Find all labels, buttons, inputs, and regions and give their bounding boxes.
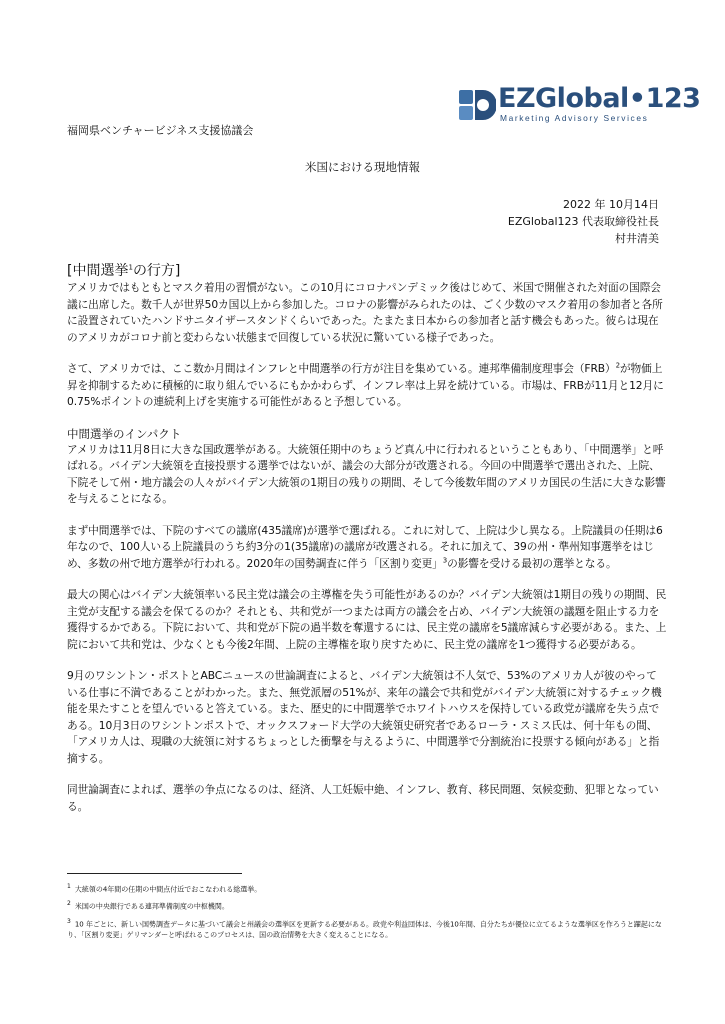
footnote-item: $^3$ 10 年ごとに、新しい国勢調査データに基づいて議会と州議会の選挙区を更新する必要がある。政党や利益団体は、今後10年間、自分たちが優位に立てるような選挙区を作ろうと躍起になり、「区割り変更」ゲリマンダーと呼ばれるこのプロセスは、国の政治情勢を大きく変えることになる。 — [67, 917, 662, 939]
paragraph-election-issues: 同世論調査によれば、選挙の争点になるのは、経済、人工妊娠中絶、インフレ、教育、移民問題、気候変動、犯罪となっている。 — [67, 783, 659, 813]
footnote-item: $^1$ 大統領の4年間の任期の中間点付近でおこなわれる総選挙。 — [67, 883, 262, 894]
document-title: 米国における現地情報 — [305, 160, 420, 174]
section-heading-midterm-outlook: [中間選挙$^1$の行方] — [67, 263, 181, 279]
document-date: 2022 年 10月14日 — [563, 198, 659, 211]
footnote-ref-2: 2 — [615, 361, 620, 370]
paragraph-polling: 9月のワシントン・ポストとABCニュースの世論調査によると、バイデン大統領は不人気で、53%のアメリカ人が彼のやっている仕事に不満であることがわかった。また、無党派層の51%が、来年の議会で共和党がバイデン大統領に対するチェック機能を果たすことを望んでいると答えている。また、歴史的に中間選挙でホワイトハウスを保持している政党が議席を失う点である。10月3日のワシントンポストで、オックスフォード大学の大統領史研究者であるローラ・スミス氏は、何十年もの間、「アメリカ人は、現職の大統領に対するちょっとした衝撃を与えるように、中間選挙で分割統治に投票する傾向がある」と指摘する。 — [67, 669, 662, 765]
paragraph-control-of-congress: 最大の関心はバイデン大統領率いる民主党は議会の主導権を失う可能性があるのか？バイデン大統領は1期目の残りの期間、民主党が支配する議会を保てるのか？それとも、共和党が一つまたは両方の議会を占め、バイデン大統領の議題を阻止する力を獲得するかである。下院において、共和党が下院の過半数を奪還するには、民主党の議席を5議席減らす必要がある。また、上院において共和党は、少なくとも今後2年間、上院の主導権を取り戻すために、民主党の議席を1つ獲得する必要がある。 — [67, 588, 667, 651]
logo-tagline: Marketing Advisory Services — [500, 113, 649, 123]
footnote-item: $^2$ 米国の中央銀行である連邦準備制度の中枢機関。 — [67, 900, 229, 911]
section-heading-midterm-impact: 中間選挙のインパクト — [67, 426, 182, 441]
company-logo — [458, 83, 701, 126]
logo-wordmark: EZGlobal•123 — [498, 83, 701, 114]
author-name: 村井清美 — [615, 232, 659, 245]
paragraph-house-senate-seats: まず中間選挙では、下院のすべての議席(435議席)が選挙で選ばれる。これに対して、上院は少し異なる。上院議員の任期は6年なので、100人いる上院議員のうち約3分の1(35議席)の議席が改選される。それに加えて、39の州・準州知事選挙をはじめ、多数の州で地方選挙が行われる。2020年の国勢調査に伴う「区割り変更」$^3$の影響を受ける最初の選挙となる。 — [67, 523, 663, 570]
document-body — [67, 262, 667, 815]
footnote-ref-1: 1 — [128, 263, 133, 272]
company-title: EZGlobal123 代表取締役社長 — [507, 215, 659, 228]
paragraph-mask-conference: アメリカではもともとマスク着用の習慣がない。この10月にコロナパンデミック後はじめて、米国で開催された対面の国際会議に出席した。数千人が世界50カ国以上から参加した。コロナの影響がみられたのは、ごく少数のマスク着用の参加者と各所に設置されていたハンドサニタイザースタンドくらいであった。たまたま日本からの参加者と話す機会もあった。彼らは現在のアメリカがコロナ前と変わらない状態まで回復している状況に驚いている様子であった。 — [67, 281, 663, 344]
document-meta — [508, 196, 659, 247]
globe-logo-icon — [458, 86, 496, 122]
paragraph-inflation-frb: さて、アメリカでは、ここ数か月間はインフレと中間選挙の行方が注目を集めている。連邦準備制度理事会（FRB）$^2$が物価上昇を抑制するために積極的に取り組んでいるにもかかわらず、インフレ率は上昇を続けている。市場は、FRBが11月と12月に0.75%ポイントの連続利上げを実施する可能性があると予想している。 — [67, 361, 664, 408]
footnote-divider — [67, 873, 242, 874]
paragraph-election-overview: アメリカは11月8日に大きな国政選挙がある。大統領任期中のちょうど真ん中に行われるということもあり、「中間選挙」と呼ばれる。バイデン大統領を直接投票する選挙ではないが、議会の大部分が改選される。今回の中間選挙で選出された、上院、下院そして州・地方議会の人々がバイデン大統領の1期目の残りの期間、そして今後数年間のアメリカ国民の生活に大きな影響を与えることになる。 — [67, 442, 666, 505]
footnote-ref-3: 3 — [442, 555, 448, 564]
organization-name: 福岡県ベンチャービジネス支援協議会 — [67, 124, 254, 137]
footnotes — [67, 881, 667, 944]
